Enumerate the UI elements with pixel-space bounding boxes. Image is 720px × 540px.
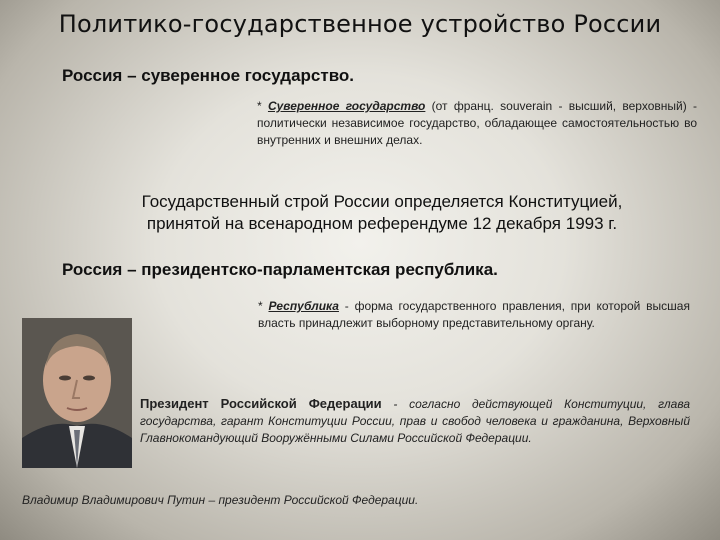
sovereign-state-heading: Россия – суверенное государство. (62, 66, 355, 85)
note-term: Суверенное государство (267, 99, 426, 113)
portrait-caption: Владимир Владимирович Путин – президент Российской Федерации. (22, 493, 419, 507)
president-title: Президент Российской Федерации (140, 396, 382, 411)
note-text: (от франц. souverain - высший, верховный) - политически независимое государство, обладающее самостоятельностью во внутренних и внешних делах. (257, 99, 697, 147)
note-text: - форма государственного правления, при которой высшая власть принадлежит выборному представительному органу. (258, 299, 690, 330)
republic-heading: Россия – президентско-парламентская республика. (62, 260, 498, 279)
note-term: Республика (268, 299, 339, 313)
republic-note (258, 298, 690, 332)
president-block (140, 395, 690, 447)
president-description: - согласно действующей Конституции, глава государства, гарант Конституции России, прав и свобод человека и гражданина, Верховный Главнокомандующий Вооружёнными Силами Российской Федерации. (140, 397, 690, 445)
constitution-block (62, 191, 702, 235)
portrait-image (22, 318, 132, 468)
note-prefix: * (257, 99, 268, 113)
page-title: Политико-государственное устройство России (58, 10, 662, 38)
constitution-line-2: принятой на всенародном референдуме 12 декабря 1993 г. (146, 214, 618, 233)
note-prefix: * (258, 299, 269, 313)
president-portrait (22, 318, 132, 468)
sovereign-state-note (257, 98, 697, 149)
constitution-line-1: Государственный строй России определяется Конституцией, (141, 192, 623, 211)
